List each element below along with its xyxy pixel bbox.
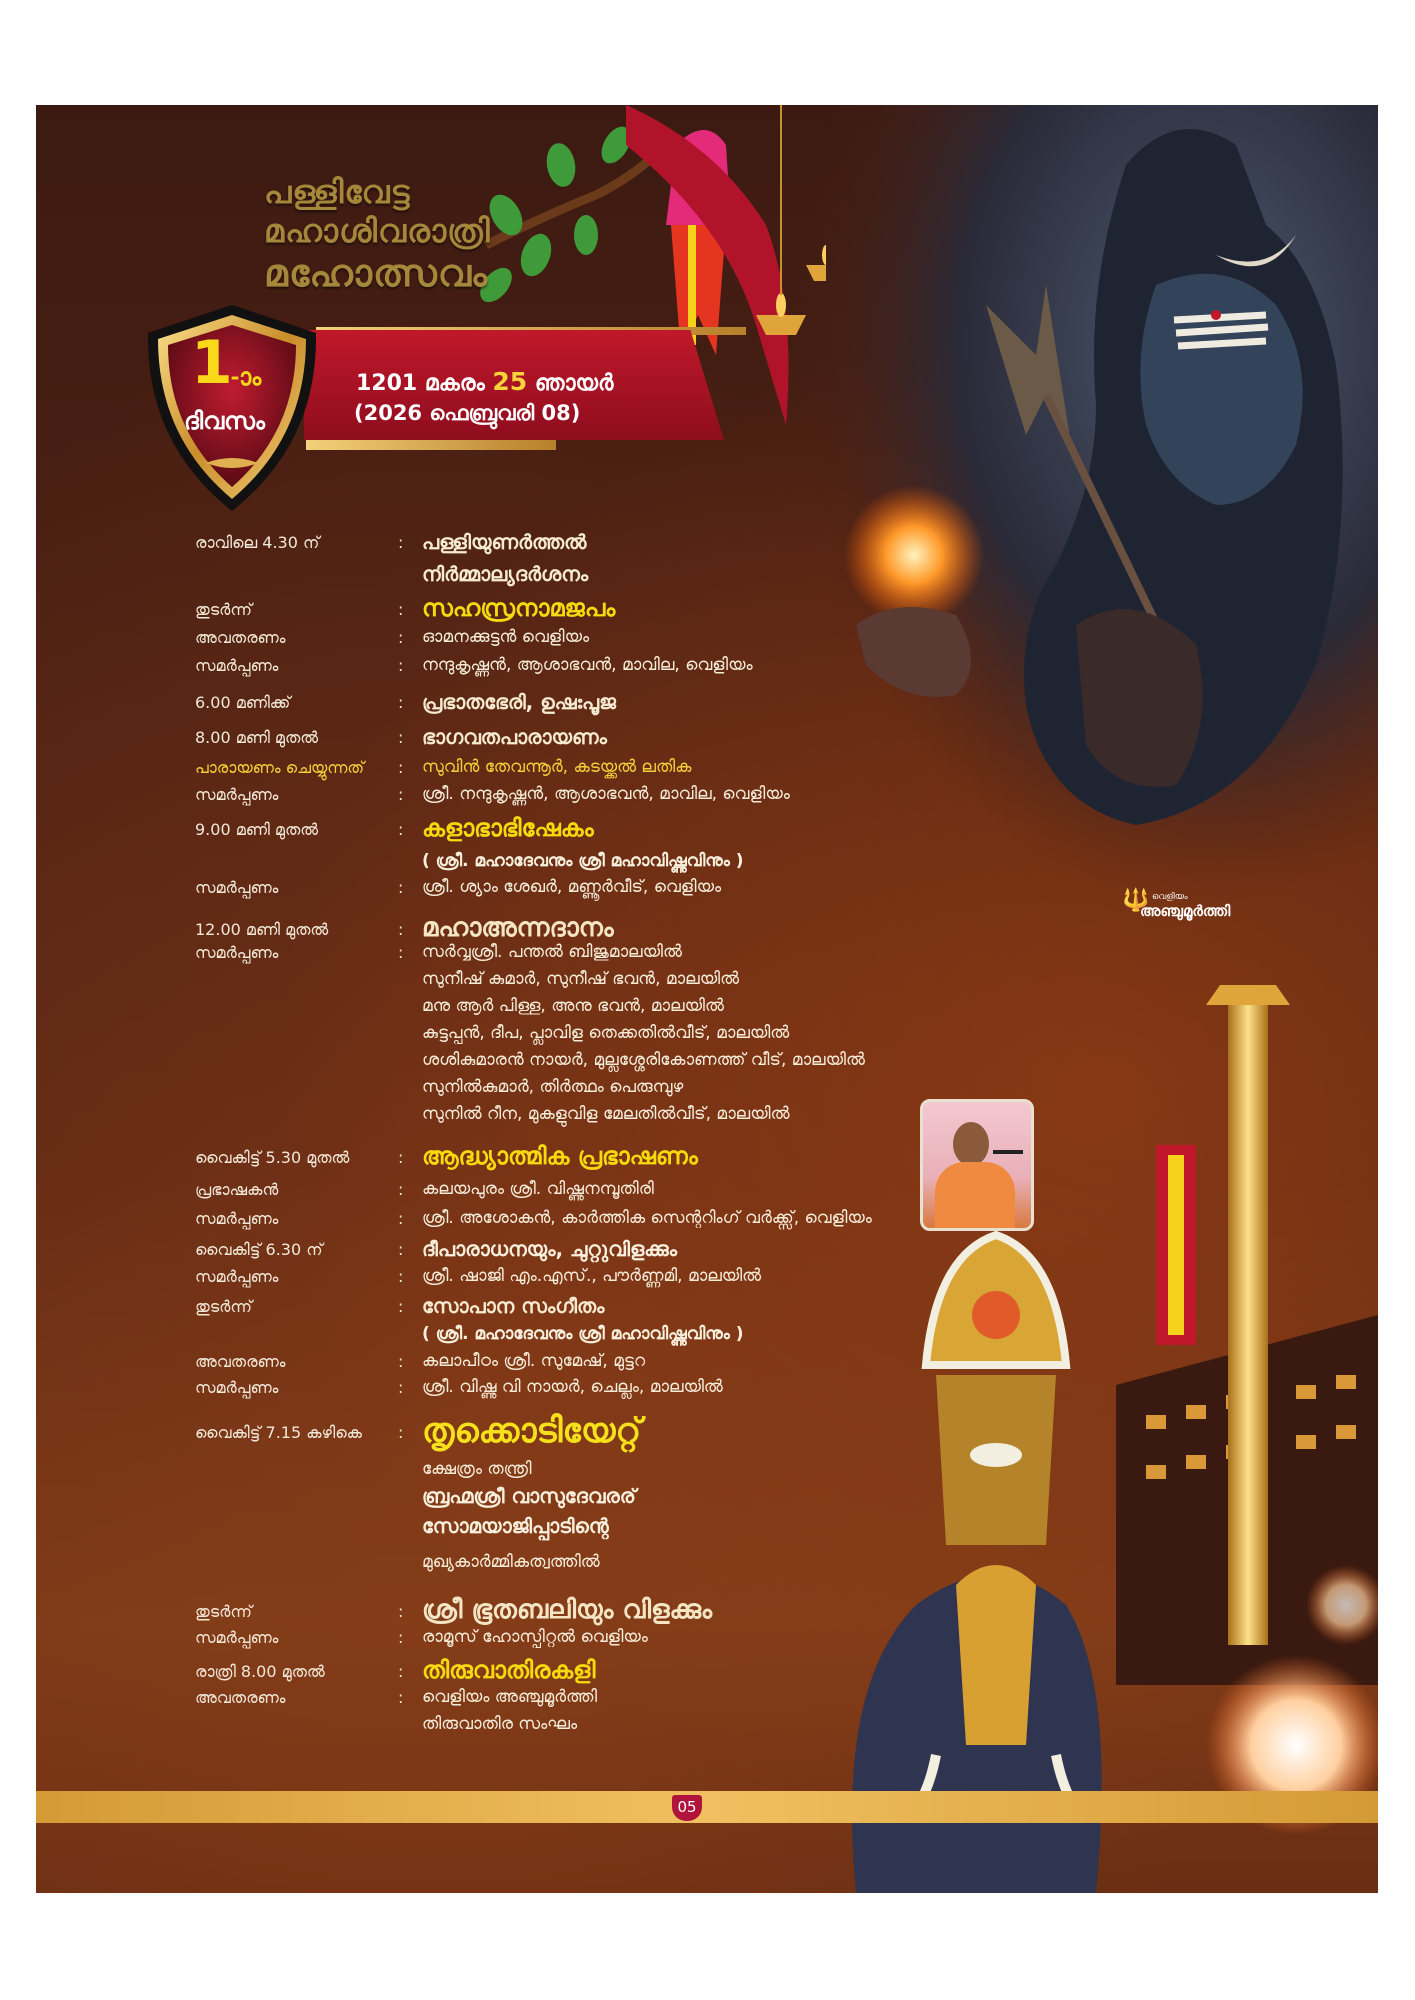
schedule-event-text: ദീപാരാധനയും, ചുറ്റുവിളക്കും (422, 1237, 678, 1261)
schedule-time-label: വൈകിട്ട് 7.15 കഴികെ (195, 1423, 362, 1442)
schedule-time-label: സമർപ്പണം (195, 1209, 279, 1228)
schedule-time-label: തുടർന്ന് (195, 1602, 252, 1621)
day-number: 1 (191, 328, 233, 398)
separator-colon: : (398, 785, 404, 804)
separator-colon: : (398, 656, 404, 675)
separator-colon: : (398, 1602, 404, 1621)
schedule-event-text: ശശികുമാരൻ നായർ, മുല്ലശ്ശേരികോണത്ത് വീട്, മാലയിൽ (422, 1050, 865, 1070)
separator-colon: : (398, 628, 404, 647)
schedule-event-text: ( ശ്രീ. മഹാദേവനും ശ്രീ മഹാവിഷ്ണുവിനും ) (422, 851, 744, 871)
schedule-time-label: സമർപ്പണം (195, 943, 279, 962)
schedule-event-text: സർവ്വശ്രീ. പന്തൽ ബിജുമാലയിൽ (422, 942, 682, 962)
schedule-event-text: കുട്ടപ്പൻ, ദീപ, പ്ലാവിള തെക്കതിൽവീട്, മാലയിൽ (422, 1023, 790, 1043)
schedule-event-text: സഹസ്രനാമജപം (422, 594, 616, 622)
separator-colon: : (398, 1267, 404, 1286)
schedule-time-label: സമർപ്പണം (195, 656, 279, 675)
schedule-event-text: ആദ്ധ്യാത്മിക പ്രഭാഷണം (422, 1142, 698, 1170)
separator-colon: : (398, 1148, 404, 1167)
schedule-time-label: വൈകിട്ട് 6.30 ന് (195, 1240, 323, 1259)
schedule-event-text: സോമയാജിപ്പാടിന്റെ (422, 1514, 609, 1538)
separator-colon: : (398, 1378, 404, 1397)
separator-colon: : (398, 1423, 404, 1442)
schedule-event-text: കലയപുരം ശ്രീ. വിഷ്ണുനമ്പൂതിരി (422, 1179, 654, 1199)
schedule-time-label: രാവിലെ 4.30 ന് (195, 533, 320, 552)
separator-colon: : (398, 920, 404, 939)
schedule-event-text: ശ്രീ. അശോകൻ, കാർത്തിക സെന്ററിംഗ് വർക്ക്സ്, വെളിയം (422, 1208, 872, 1228)
title-line-1: പള്ളിവേട്ട (264, 173, 411, 211)
logo-small-text: വെളിയം (1152, 892, 1188, 902)
schedule-event-text: സുനീഷ് കുമാർ, സുനീഷ് ഭവൻ, മാലയിൽ (422, 969, 740, 989)
schedule-event-text: ശ്രീ. ഷാജി എം.എസ്., പൗർണ്ണമി, മാലയിൽ (422, 1266, 762, 1286)
schedule-time-label: അവതരണം (195, 628, 286, 647)
separator-colon: : (398, 1297, 404, 1316)
schedule-time-label: 9.00 മണി മുതൽ (195, 820, 319, 839)
schedule-time-label: 12.00 മണി മുതൽ (195, 920, 329, 939)
schedule-event-text: ശ്രീ. വിഷ്ണു വി നായർ, ചെല്ലം, മാലയിൽ (422, 1377, 723, 1397)
title-line-3: മഹോത്സവം (264, 251, 489, 295)
schedule-time-label: സമർപ്പണം (195, 1378, 279, 1397)
date-weekday: ഞായർ (534, 371, 614, 396)
schedule-event-text: പള്ളിയുണർത്തൽ (422, 530, 587, 554)
schedule-time-label: തുടർന്ന് (195, 1297, 252, 1316)
schedule-event-text: സുവിൻ തേവന്നൂർ, കടയ്ക്കൽ ലതിക (422, 757, 692, 777)
page-number: 05 (672, 1795, 702, 1821)
separator-colon: : (398, 1628, 404, 1647)
schedule-time-label: 8.00 മണി മുതൽ (195, 728, 319, 747)
separator-colon: : (398, 693, 404, 712)
schedule-time-label: സമർപ്പണം (195, 878, 279, 897)
schedule-time-label: തുടർന്ന് (195, 600, 252, 619)
separator-colon: : (398, 943, 404, 962)
schedule-event-text: മുഖ്യകാർമ്മികത്വത്തിൽ (422, 1552, 600, 1572)
schedule-event-text: നന്ദുകൃഷ്ണൻ, ആശാഭവൻ, മാവില, വെളിയം (422, 655, 753, 675)
schedule-time-label: പാരായണം ചെയ്യുന്നത് (195, 758, 365, 777)
footer-strip (36, 1791, 1378, 1823)
schedule-event-text: സോപാന സംഗീതം (422, 1294, 605, 1318)
logo-big-text: അഞ്ചുമൂർത്തി (1140, 902, 1231, 920)
separator-colon: : (398, 1662, 404, 1681)
trident-icon: 🔱 (1122, 888, 1150, 913)
day-label: ദിവസം (184, 407, 265, 435)
organizer-logo (1122, 888, 1231, 920)
schedule-event-text: തിരുവാതിരകളി (422, 1656, 596, 1684)
schedule-event-text: ശ്രീ. ശ്യാം ശേഖർ, മണ്ണൂർവീട്, വെളിയം (422, 877, 722, 897)
separator-colon: : (398, 1180, 404, 1199)
schedule-event-text: വെളിയം അഞ്ചുമൂർത്തി (422, 1687, 598, 1707)
date-year: 1201 (356, 371, 418, 396)
separator-colon: : (398, 1688, 404, 1707)
schedule-time-label: സമർപ്പണം (195, 1628, 279, 1647)
schedule-time-label: സമർപ്പണം (195, 1267, 279, 1286)
title-line-2: മഹാശിവരാത്രി (264, 212, 491, 250)
schedule-event-text: കലാപീഠം ശ്രീ. സുമേഷ്, മുട്ടറ (422, 1351, 646, 1371)
poster (36, 105, 1378, 1893)
schedule-time-label: വൈകിട്ട് 5.30 മുതൽ (195, 1148, 350, 1167)
schedule-event-text: ശ്രീ ഭൂതബലിയും വിളക്കും (422, 1595, 713, 1625)
schedule-time-label: സമർപ്പണം (195, 785, 279, 804)
date-gregorian: (2026 ഫെബ്രുവരി 08) (354, 401, 581, 425)
separator-colon: : (398, 820, 404, 839)
schedule-time-label: 6.00 മണിക്ക് (195, 693, 291, 712)
day-suffix: -ാം (231, 363, 262, 391)
separator-colon: : (398, 533, 404, 552)
schedule-event-text: തൃക്കൊടിയേറ്റ് (422, 1411, 642, 1451)
schedule-event-text: സുനിൽകുമാർ, തിർത്ഥം പെരുമ്പുഴ (422, 1077, 684, 1097)
schedule-time-label: രാത്രി 8.00 മുതൽ (195, 1662, 325, 1681)
separator-colon: : (398, 878, 404, 897)
separator-colon: : (398, 600, 404, 619)
schedule-event-text: പ്രഭാതഭേരി, ഉഷഃപൂജ (422, 690, 616, 714)
schedule-event-text: മഹാഅന്നദാനം (422, 913, 614, 943)
schedule-event-text: സുനിൽ റീന, മുകളുവിള മേലതിൽവീട്, മാലയിൽ (422, 1104, 790, 1124)
schedule-event-text: തിരുവാതിര സംഘം (422, 1714, 578, 1734)
schedule-event-text: കളാഭാഭിഷേകം (422, 814, 594, 842)
date-month: മകരം (424, 371, 485, 396)
schedule-time-label: അവതരണം (195, 1688, 286, 1707)
schedule-event-text: ബ്രഹ്മശ്രീ വാസുദേവരര് (422, 1484, 636, 1508)
separator-colon: : (398, 1352, 404, 1371)
date-day: 25 (492, 367, 528, 396)
schedule-event-text: രാമൂസ് ഹോസ്പിറ്റൽ വെളിയം (422, 1627, 648, 1647)
schedule-time-label: അവതരണം (195, 1352, 286, 1371)
separator-colon: : (398, 1240, 404, 1259)
separator-colon: : (398, 1209, 404, 1228)
schedule-event-text: ( ശ്രീ. മഹാദേവനും ശ്രീ മഹാവിഷ്ണുവിനും ) (422, 1324, 744, 1344)
schedule-event-text: മനു ആർ പിള്ള, അനു ഭവൻ, മാലയിൽ (422, 996, 724, 1016)
schedule-event-text: ക്ഷേത്രം തന്ത്രി (422, 1459, 532, 1479)
separator-colon: : (398, 728, 404, 747)
schedule-time-label: പ്രഭാഷകൻ (195, 1180, 279, 1199)
temple-elephant-illustration (736, 985, 1378, 1893)
schedule-event-text: നിർമ്മാല്യദർശനം (422, 562, 589, 586)
schedule-event-text: ഓമനക്കുട്ടൻ വെളിയം (422, 627, 590, 647)
schedule-event-text: ശ്രീ. നന്ദുകൃഷ്ണൻ, ആശാഭവൻ, മാവില, വെളിയം (422, 784, 790, 804)
separator-colon: : (398, 758, 404, 777)
schedule-event-text: ഭാഗവതപാരായണം (422, 725, 607, 749)
